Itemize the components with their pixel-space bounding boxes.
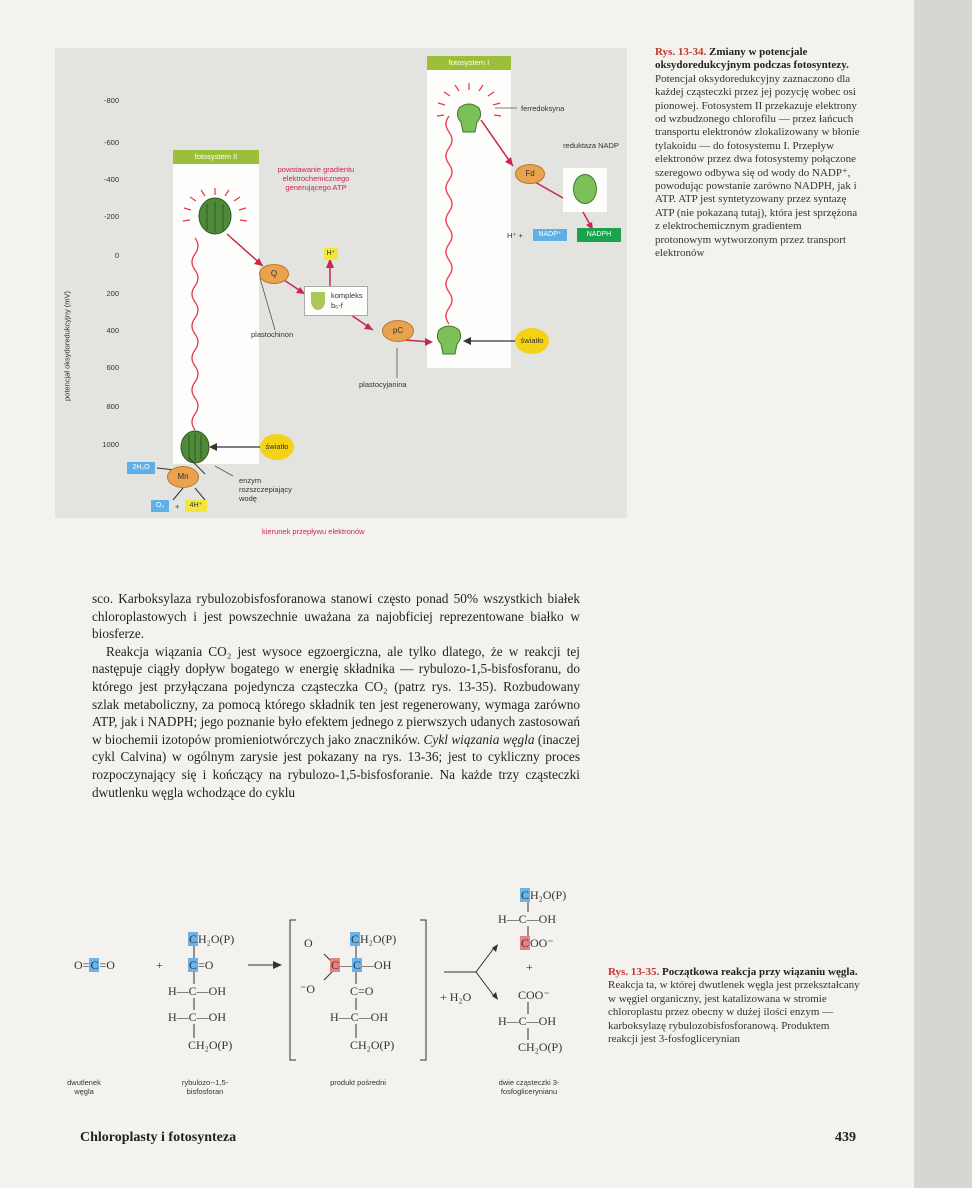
- protons-box: 4H⁺: [185, 500, 207, 512]
- photosystem-i-header: fotosystem I: [427, 56, 511, 70]
- complex-icon: [311, 292, 325, 310]
- rubp-carbonyl: C=O: [189, 958, 214, 972]
- complex-sub-label: b₆-f: [331, 301, 343, 310]
- y-tick: 1000: [102, 440, 119, 449]
- label-co2: dwutlenek węgla: [67, 1078, 101, 1096]
- ferredoxin-label: ferredoksyna: [521, 104, 565, 113]
- intermediate-carboxyl: C—C—OH: [331, 958, 392, 972]
- plastoquinone-label: plastochinon: [251, 330, 294, 339]
- manganese-center: Mn: [167, 466, 199, 488]
- y-tick: 0: [114, 251, 119, 260]
- product-2-bottom: CH₂O(P): [518, 1040, 563, 1054]
- rubp-hcoh-2: H—C—OH: [168, 1010, 227, 1024]
- plastocyanin-pc: pC: [382, 320, 414, 342]
- nadp-reductase-shape: [573, 174, 597, 204]
- intermediate-o: O: [304, 936, 313, 950]
- intermediate-top: CH₂O(P): [351, 932, 397, 946]
- y-axis-label: potencjał oksydoredukcyjny (mV): [62, 290, 72, 402]
- body-text: [92, 590, 580, 801]
- label-product: dwie cząsteczki 3-fosfoglicerynianu: [498, 1078, 560, 1096]
- ps1-excitation-wave: [446, 116, 452, 324]
- y-tick: 800: [106, 402, 119, 411]
- light-source-ps1: światło: [515, 328, 549, 354]
- caption-13-34: [655, 46, 860, 261]
- y-tick: -800: [103, 96, 119, 105]
- nadph-box: NADPH: [577, 228, 621, 242]
- rubp-hcoh-1: H—C—OH: [168, 984, 227, 998]
- plus-sign: +: [175, 502, 180, 511]
- complex-label: kompleks: [331, 291, 363, 300]
- y-tick: 400: [106, 326, 119, 335]
- h-plus-2-label: H⁺ +: [507, 231, 523, 240]
- label-rubp: rybulozo--1,5-bisfosforan: [181, 1078, 229, 1096]
- paragraph-text: Reakcja wiązania CO₂ jest wysoce egzoergiczna, ale tylko dlatego, że w reakcji tej następuje ciągły dopływ bogatego w energię składnika — rybulozo-1,5-bisfosforanu, do którego jest przyłączana pojedyncza cząsteczka CO₂ (patrz rys. 13-35). Rozbudowany szlak metaboliczny, za pomocą którego składnik ten jest regenerowany, wymaga zarówno ATP, jak i NADPH; jego poznanie było efektem jednego z pierwszych udanych zastosowań w biochemii izotopów promieniotwórczych jako znaczników.: [92, 643, 580, 747]
- caption-13-35: [608, 966, 860, 1046]
- figure-13-34: [55, 48, 627, 518]
- product-1-hcoh: H—C—OH: [498, 912, 557, 926]
- product-1-coo: COO⁻: [521, 936, 554, 950]
- page-edge: [914, 0, 972, 1188]
- label-intermediate: produkt pośredni: [330, 1078, 386, 1087]
- x-axis-label: kierunek przepływu elektronów: [262, 527, 365, 536]
- cytochrome-complex: [304, 286, 368, 316]
- photosystem-ii-header: fotosystem II: [173, 150, 259, 164]
- paragraph: [92, 643, 580, 801]
- gradient-label: powstawanie gradientu elektrochemicznego generującego ATP: [277, 165, 355, 192]
- intermediate-o-minus: ⁻O: [300, 982, 315, 996]
- plus-sign-1: +: [156, 958, 163, 972]
- oxygen-box: O₂: [151, 500, 169, 512]
- product-2-hcoh: H—C—OH: [498, 1014, 557, 1028]
- figure-35-lines: [60, 870, 600, 1100]
- water-box: 2H₂O: [127, 462, 155, 474]
- ps2-excitation-wave: [192, 238, 198, 430]
- y-tick: 200: [106, 289, 119, 298]
- rubp-bottom: CH₂O(P): [188, 1038, 233, 1052]
- nadp-plus-box: NADP⁺: [533, 229, 567, 241]
- caption-title: Początkowa reakcja przy wiązaniu węgla.: [662, 966, 858, 978]
- y-tick: -200: [103, 212, 119, 221]
- plastoquinone-q: Q: [259, 264, 289, 284]
- ferredoxin-fd: Fd: [515, 164, 545, 184]
- intermediate-hcoh: H—C—OH: [330, 1010, 389, 1024]
- caption-text: Reakcja ta, w której dwutlenek węgla jest przekształcany w węgiel organiczny, jest katalizowana w stromie chloroplastu przez obecny w dużej ilości enzym — karboksylazę rybulozobisfosforanową. Produktem reakcji jest 3-fosfoglicerynian: [608, 979, 860, 1046]
- y-tick: -400: [103, 175, 119, 184]
- plus-water: + H₂O: [440, 990, 472, 1004]
- paragraph: sco. Karboksylaza rybulozobisfosforanowa stanowi często ponad 50% wszystkich białek chloroplastowych i jest powszechnie uważana za najobficiej reprezentowane białko w biosferze.: [92, 591, 580, 642]
- product-1-top: CH₂O(P): [521, 888, 567, 902]
- light-source-ps2: światło: [260, 434, 294, 460]
- y-tick: -600: [103, 138, 119, 147]
- running-footer-chapter: Chloroplasty i fotosynteza: [80, 1130, 237, 1145]
- rubp-top: CH₂O(P): [189, 932, 235, 946]
- intermediate-ceqo: C=O: [350, 984, 374, 998]
- paragraph-text: (inaczej cykl Calvina) w ogólnym zarysie jest pokazany na rys. 13-36; jest to cykliczny proces rozpoczynający się i kończący na rybulozo-1,5-bisfosforanie. Na każde trzy cząsteczki dwutlenku węgla wchodzące do cyklu: [92, 731, 580, 800]
- water-splitting-enzyme-label: enzym rozszczepiający wodę: [239, 476, 292, 503]
- intermediate-bottom: CH₂O(P): [350, 1038, 395, 1052]
- italic-term: Cykl wiązania węgla: [423, 731, 535, 747]
- plastocyanin-label: plastocyjanina: [359, 380, 407, 389]
- co2-formula: O=C=O: [74, 958, 115, 972]
- plus-sign-2: +: [526, 960, 533, 974]
- caption-text: Potencjał oksydoredukcyjny zaznaczono dla każdej cząsteczki przez jej pozycję wobec osi pionowej. Fotosystem II przekazuje elektrony od wzbudzonego chlorofilu — przez łańcuch transportu elektronów zlokalizowany w błonie tylakoidu — do fotosystemu I. Przepływ elektronów przez dwa fotosystemy połączone szeregowo odbywa się od wody do NADP⁺, powodując powstanie zarówno NADPH, jak i ATP. ATP jest syntetyzowany przez syntazę ATP (nie pokazaną tutaj), która jest sprzężona z elektrochemicznym gradientem protonowym wytworzonym przez transport elektronów: [655, 72, 860, 260]
- diagram-graphics: [55, 48, 627, 518]
- nadp-reductase-label: reduktaza NADP: [563, 141, 619, 150]
- caption-number: Rys. 13-34.: [655, 46, 707, 58]
- h-plus-box: H⁺: [324, 248, 338, 260]
- y-tick: 600: [106, 363, 119, 372]
- ps1-ground-complex: [437, 326, 460, 354]
- caption-title: Zmiany w potencjale oksydoredukcyjnym podczas fotosyntezy.: [655, 46, 849, 72]
- figure-13-35: [60, 870, 600, 1100]
- ps1-excited-complex: [457, 104, 480, 132]
- page-number: 439: [835, 1130, 856, 1145]
- caption-number: Rys. 13-35.: [608, 966, 660, 978]
- product-2-coo: COO⁻: [518, 988, 550, 1002]
